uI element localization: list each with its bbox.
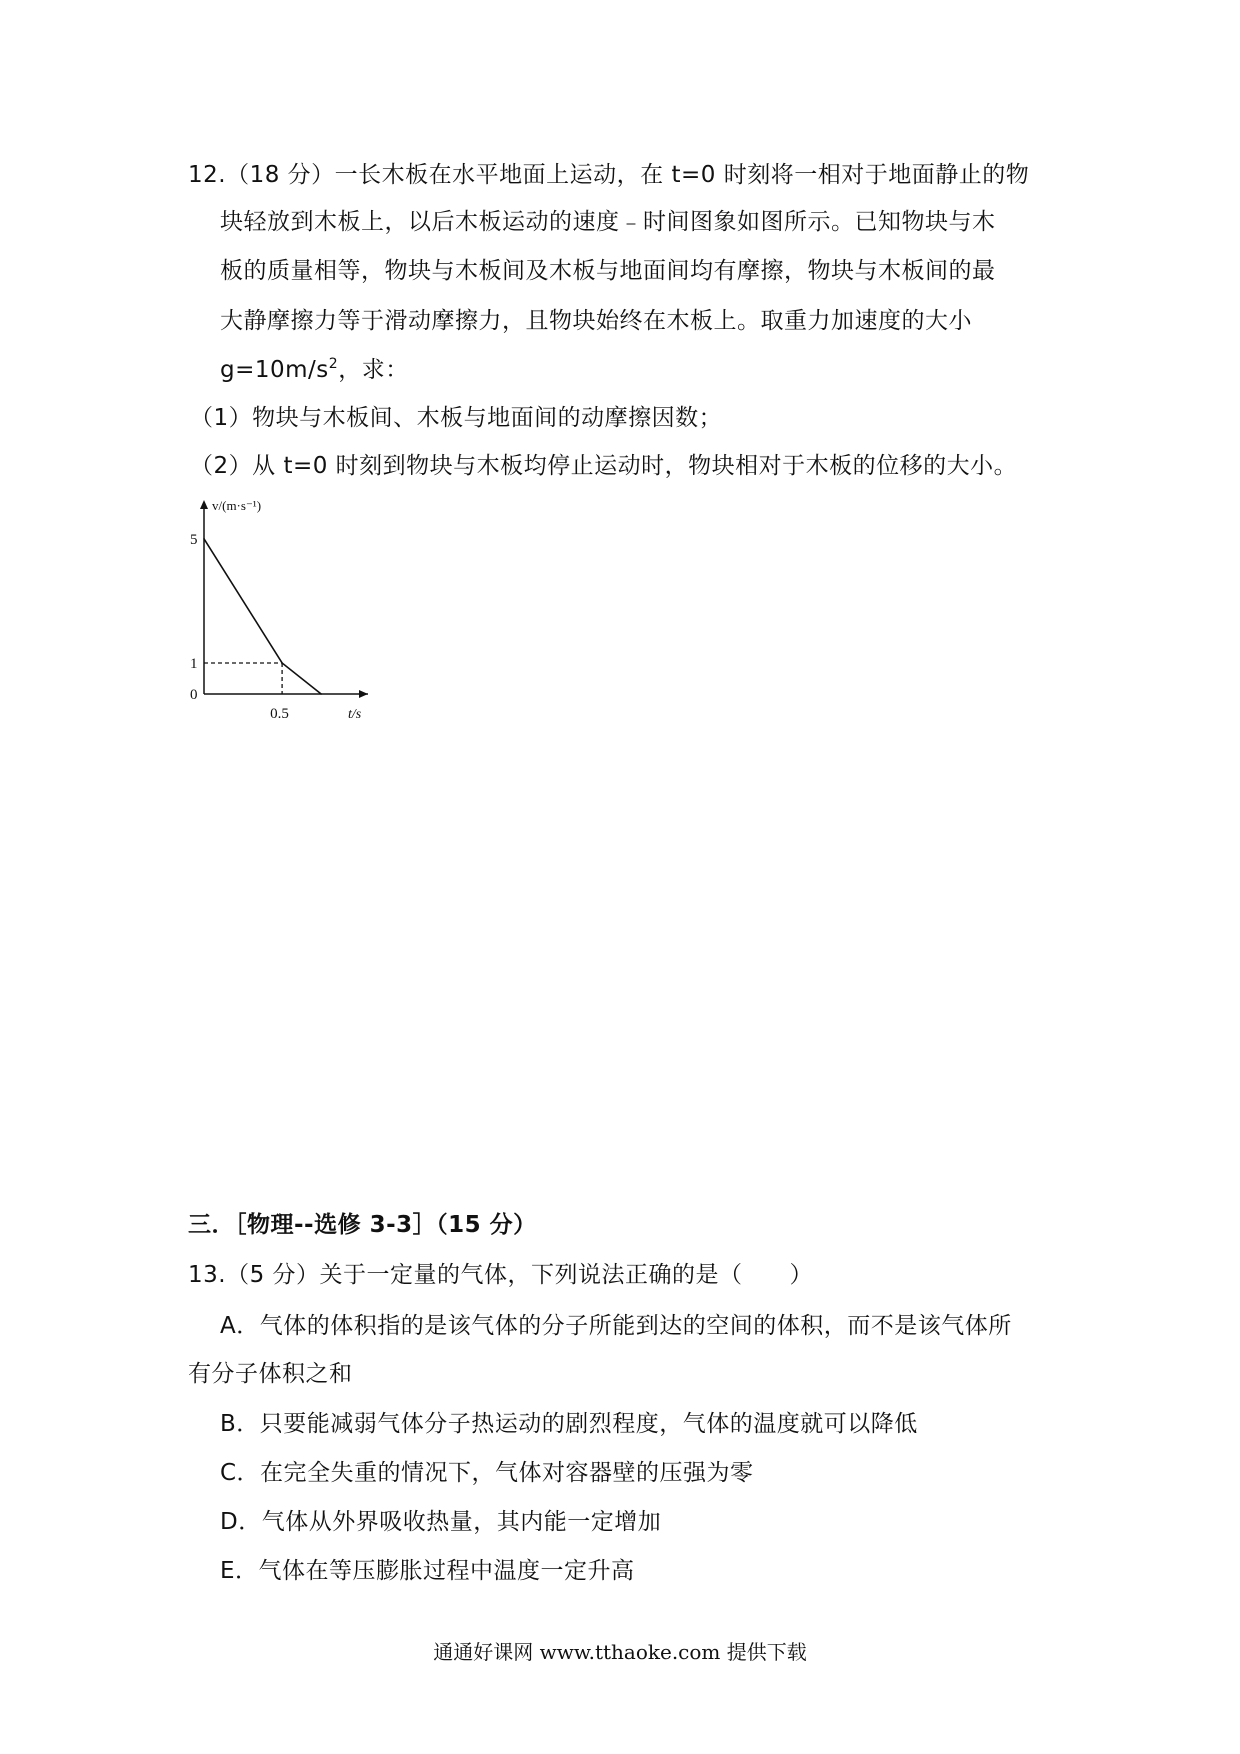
y-tick-label: 5 — [190, 531, 198, 548]
option-d: D．气体从外界吸收热量，其内能一定增加 — [220, 1509, 662, 1535]
option-e: E．气体在等压膨胀过程中温度一定升高 — [220, 1558, 635, 1584]
graph-plot-area — [190, 498, 368, 718]
section-3-heading: 三．［物理--选修 3-3］（15 分） — [188, 1212, 537, 1238]
x-tick-label: 0.5 — [270, 706, 289, 718]
x-axis-arrow — [359, 690, 368, 698]
velocity-time-graph — [180, 498, 380, 718]
option-a-line-2: 有分子体积之和 — [188, 1361, 353, 1387]
velocity-series-line — [204, 539, 321, 694]
gravity-value: g=10m/s — [220, 357, 329, 383]
q12-line-5 — [220, 355, 409, 385]
y-axis-label: v/(m·s⁻¹) — [212, 498, 262, 513]
data-point — [281, 662, 283, 664]
data-point — [320, 693, 322, 695]
option-c: C．在完全失重的情况下，气体对容器壁的压强为零 — [220, 1460, 754, 1486]
y-tick-label: 0 — [190, 687, 198, 703]
option-b: B．只要能减弱气体分子热运动的剧烈程度，气体的温度就可以降低 — [220, 1411, 918, 1437]
q12-line-2: 块轻放到木板上，以后木板运动的速度﹣时间图象如图所示。已知物块与木 — [220, 209, 996, 235]
data-point — [203, 538, 205, 540]
y-tick-label: 1 — [190, 655, 198, 672]
gravity-exponent: 2 — [328, 356, 339, 372]
q12-line-3: 板的质量相等，物块与木板间及木板与地面间均有摩擦，物块与木板间的最 — [220, 258, 996, 284]
q12-sub-question-2: （2）从 t=0 时刻到物块与木板均停止运动时，物块相对于木板的位移的大小。 — [190, 453, 1018, 479]
q13-stem: 13.（5 分）关于一定量的气体，下列说法正确的是（ ） — [188, 1262, 814, 1288]
q12-line-5-tail: ，求： — [338, 357, 409, 383]
x-axis-label: t/s — [348, 707, 362, 718]
y-axis-arrow — [200, 500, 208, 509]
option-a-line-1: A．气体的体积指的是该气体的分子所能到达的空间的体积，而不是该气体所 — [220, 1313, 1012, 1339]
q12-line-4: 大静摩擦力等于滑动摩擦力，且物块始终在木板上。取重力加速度的大小 — [220, 308, 972, 334]
q12-line-1: 12.（18 分）一长木板在水平地面上运动，在 t=0 时刻将一相对于地面静止的物 — [188, 162, 1030, 188]
page-footer: 通通好课网 www.tthaoke.com 提供下载 — [433, 1640, 807, 1664]
q12-sub-question-1: （1）物块与木板间、木板与地面间的动摩擦因数； — [190, 405, 723, 431]
